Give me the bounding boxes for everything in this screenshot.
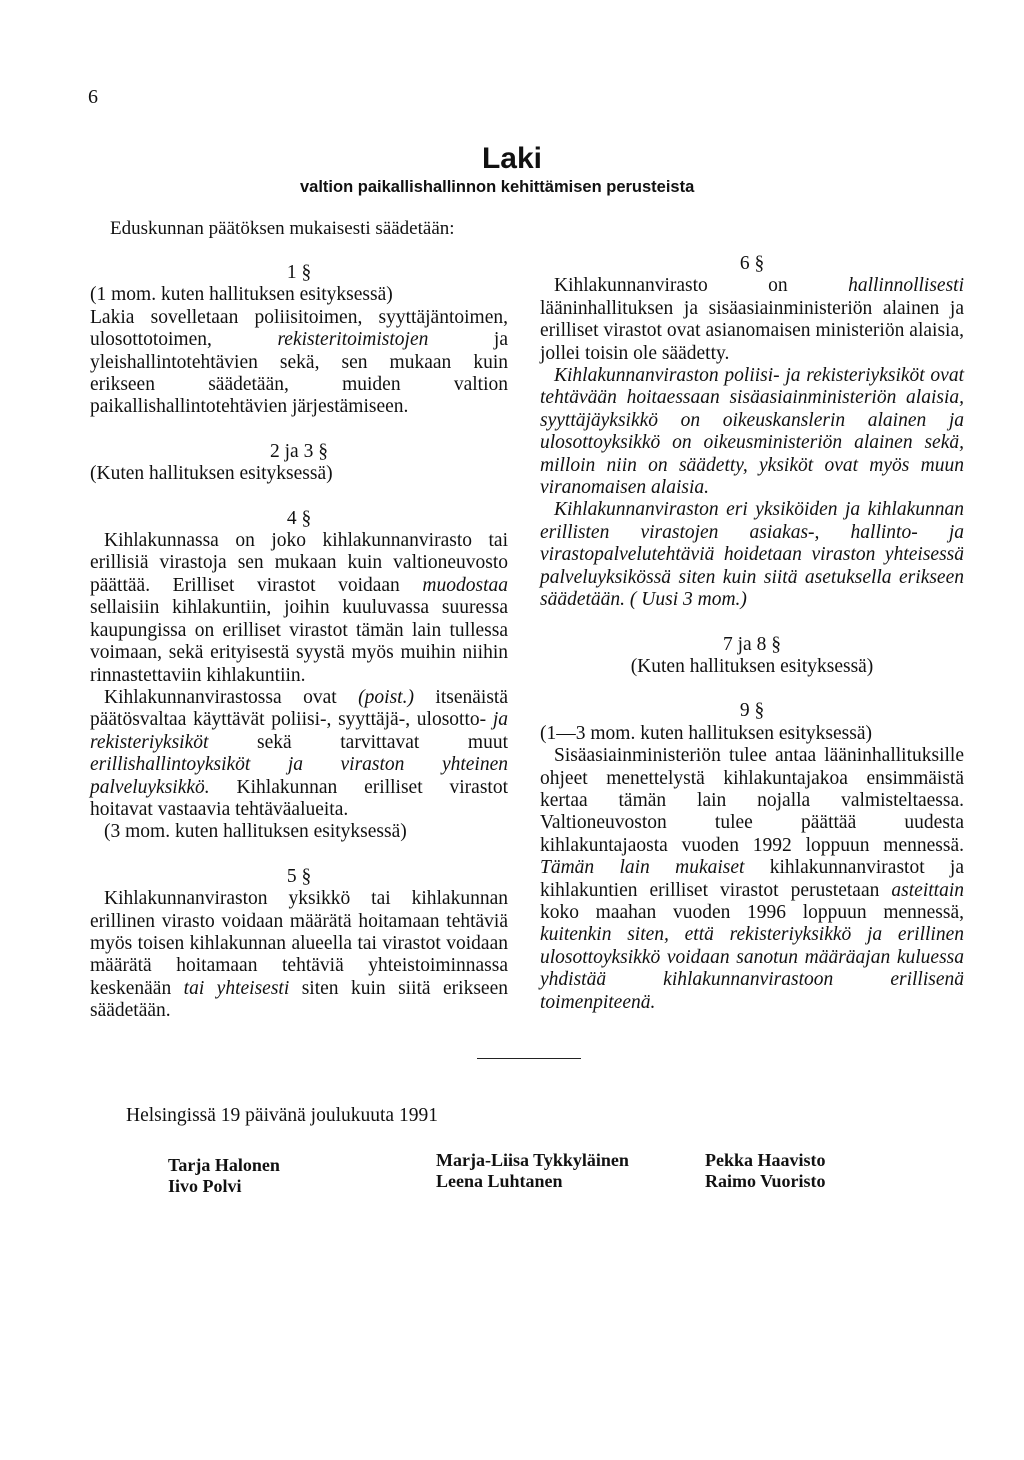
section-6-paragraph-1: Kihlakunnanvirasto on hallinnollisesti lääninhallituksen ja sisäasiainministeriön alainen ja erilliset virastot ovat asianomaisen ministeriön alaisia, jollei toisin ole säädetty. <box>540 275 964 364</box>
section-9-paragraph: Sisäasiainministeriön tulee antaa lääninhallituksille ohjeet menettelystä kihlakuntajakoa ensimmäistä kertaa tämän lain nojalla valmisteltaessa. Valtioneuvoston tulee päättää uudesta kihlakuntajaosta vuoden 1992 loppuun mennessä. Tämän lain mukaiset kihlakunnanvirastot ja kihlakuntien erilliset virastot perustetaan asteittain koko maahan vuoden 1996 loppuun mennessä, kuitenkin siten, että rekisteriyksikkö ja erillinen ulosottoyksikkö voidaan sanotun määräajan kuluessa yhdistää kihlakunnanvirastoon erillisenä toimenpiteenä. <box>540 745 964 1013</box>
signatory-name: Marja-Liisa Tykkyläinen <box>436 1150 629 1170</box>
signatory-name: Tarja Halonen <box>168 1155 280 1175</box>
section-4-note: (3 mom. kuten hallituksen esityksessä) <box>104 821 407 843</box>
section-6-heading: 6 § <box>739 253 765 274</box>
section-1-paragraph: Lakia sovelletaan poliisitoimen, syyttäjäntoimen, ulosottotoimen, rekisteritoimistojen ja yleishallintotehtävien sekä, sen mukaan kuin erikseen säädetään, muiden valtion paikallishallintotehtävien järjestämiseen. <box>90 306 509 418</box>
section-5-heading: 5 § <box>286 865 312 887</box>
signatory-name: Iivo Polvi <box>168 1176 242 1196</box>
signatory-name: Leena Luhtanen <box>436 1171 563 1191</box>
signatory-group-3 <box>705 1150 826 1192</box>
section-5-paragraph: Kihlakunnanviraston yksikkö tai kihlakunnan erillinen virasto voidaan määrätä hoitamaan tehtäviä myös toisen kihlakunnan alueella tai virastot voidaan määrätä hoitamaan tehtäviä yhteistoiminnassa keskenään tai yhteisesti siten kuin siitä erikseen säädetään. <box>90 888 508 1022</box>
right-column <box>540 253 964 1014</box>
section-4-heading: 4 § <box>286 507 312 529</box>
divider-rule <box>477 1058 581 1059</box>
section-7-8-note: (Kuten hallituksen esityksessä) <box>630 655 874 677</box>
section-6-paragraph-2: Kihlakunnanviraston poliisi- ja rekisteriyksiköt ovat tehtävään hoitaessaan sisäasiainministeriön alaisia, syyttäjäyksikkö on oikeuskanslerin alainen ja ulosottoyksikkö on oikeusministeriön alainen sekä, milloin niin on säädetty, yksiköt ovat myös muun viranomaisen alaisia. <box>540 365 964 499</box>
section-4-paragraph-2: Kihlakunnanvirastossa ovat (poist.) itsenäistä päätösvaltaa käyttävät poliisi-, syyttäjä-, ulosotto- ja rekisteriyksiköt sekä tarvittavat muut erillishallintoyksiköt ja viraston yhteinen palveluyksikkö. Kihlakunnan erilliset virastot hoitavat vastaavia tehtäväalueita. <box>90 686 508 820</box>
section-2-3-heading: 2 ja 3 § <box>270 440 328 462</box>
section-9-note: (1—3 mom. kuten hallituksen esityksessä) <box>540 722 872 744</box>
section-4-paragraph-1: Kihlakunnassa on joko kihlakunnanvirasto tai erillisiä virastoja sen mukaan kuin valtioneuvosto päättää. Erilliset virastot voidaan muodostaa sellaisiin kihlakuntiin, joihin kuuluvassa suuressa kaupungissa on erilliset virastot tämän lain tullessa voimaan, sekä erityisestä syystä myös muihin niihin rinnastettaviin kihlakuntiin. <box>90 530 508 686</box>
law-title: Laki <box>481 142 543 175</box>
law-subtitle: valtion paikallishallinnon kehittämisen perusteista <box>300 178 695 196</box>
section-2-3-note: (Kuten hallituksen esityksessä) <box>90 463 333 485</box>
section-6-paragraph-3: Kihlakunnanviraston eri yksiköiden ja kihlakunnan erillisten virastojen asiakas-, hallinto- ja virastopalvelutehtäviä hoidetaan viraston yhteisessä palveluyksikössä siten kuin siitä asetuksella erikseen säädetään. ( Uusi 3 mom.) <box>540 499 964 611</box>
signatory-group-1 <box>168 1155 280 1197</box>
signatory-group-2 <box>436 1150 629 1192</box>
signatory-name: Pekka Haavisto <box>705 1150 826 1170</box>
section-1-heading: 1 § <box>286 262 312 283</box>
left-column <box>90 262 508 1023</box>
enacting-clause: Eduskunnan päätöksen mukaisesti säädetään: <box>110 218 455 239</box>
section-1-note: (1 mom. kuten hallituksen esityksessä) <box>90 284 393 306</box>
place-and-date: Helsingissä 19 päivänä joulukuuta 1991 <box>126 1105 438 1126</box>
section-9-heading: 9 § <box>739 700 765 722</box>
page-number: 6 <box>88 86 98 108</box>
signatory-name: Raimo Vuoristo <box>705 1171 826 1191</box>
section-7-8-heading: 7 ja 8 § <box>723 633 781 655</box>
